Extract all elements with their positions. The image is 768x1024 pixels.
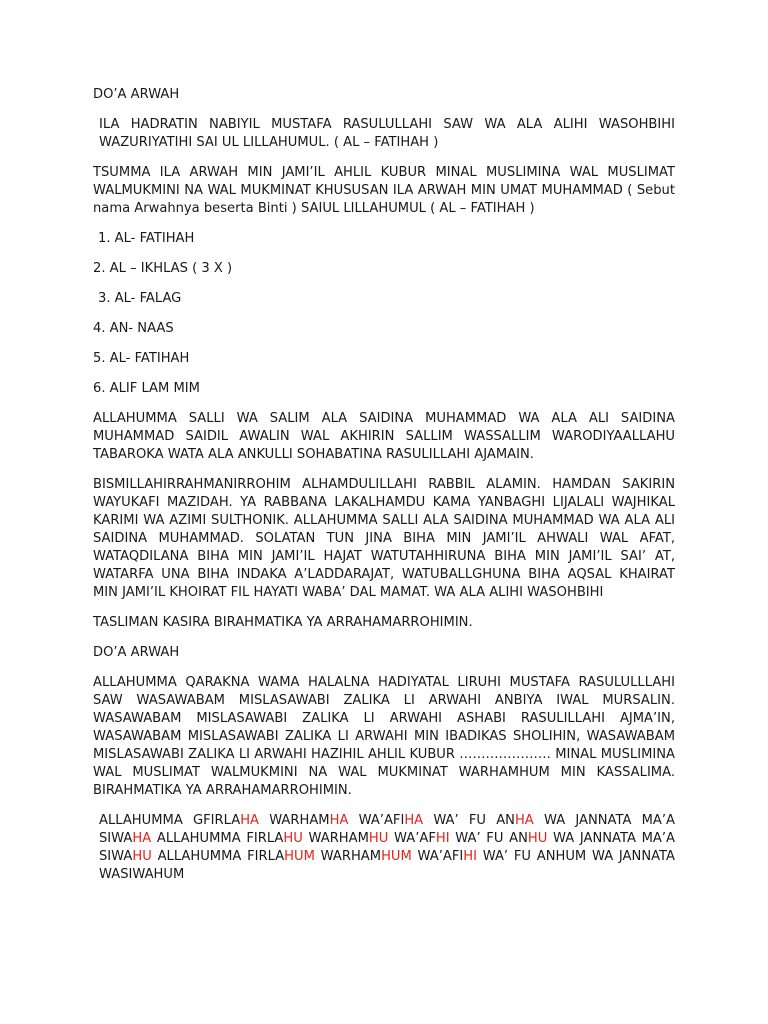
pronoun-highlight: HA [404, 813, 424, 828]
pronoun-highlight: HUM [381, 849, 412, 864]
prayer-text: WARHAM [259, 813, 330, 828]
paragraph-bismillah: BISMILLAHIRRAHMANIRROHIM ALHAMDULILLAHI RABBIL ALAMIN. HAMDAN SAKIRIN WAYUKAFI MAZIDAH. YA RABBANA LAKALHAMDU KAMA YANBAGHI LIJALALI WAJHIKAL KARIMI WA AZIMI SULTHONIK. ALLAHUMMA SALLI ALA SAIDINA MUHAMMAD WA ALA ALI SAIDINA MUHAMMAD. SOLATAN TUN JINA BIHA MIN JAMI’IL AHWALI WAL AFAT, WATAQDILANA BIHA MIN JAMI’IL HAJAT WATUTAHHIRUNA BIHA MIN JAMI’IL SAI’ AT, WATARFA UNA BIHA INDAKA A’LADDARAJAT, WATUBALLGHUNA BIHA AQSAL KHAIRAT MIN JAMI’IL KHOIRAT FIL HAYATI WABA’ DAL MAMAT. WA ALA ALIHI WASOHBIHI [93, 477, 675, 600]
list-item: 4. AN- NAAS [93, 321, 174, 336]
pronoun-highlight: HA [240, 813, 259, 828]
paragraph-sholawat: ALLAHUMMA SALLI WA SALIM ALA SAIDINA MUHAMMAD WA ALA ALI SAIDINA MUHAMMAD SAIDIL AWALIN WAL AKHIRIN SALLIM WASSALLIM WARODIYAALLAHU TABAROKA WATA ALA ANKULLI SOHABATINA RASULILLAHI AJAMAIN. [93, 411, 675, 462]
prayer-text: ALLAHUMMA FIRLA [151, 849, 285, 864]
prayer-text: WARHAM [314, 849, 382, 864]
prayer-text: WA’AF [388, 831, 436, 846]
prayer-text: WA JANNATA MA’A SIWA [99, 831, 675, 864]
pronoun-highlight: HA [514, 813, 534, 828]
prayer-text: WA’AFI [411, 849, 464, 864]
pronoun-highlight: HU [368, 831, 389, 846]
pronoun-highlight: HI [463, 849, 477, 864]
paragraph-hadratin: ILA HADRATIN NABIYIL MUSTAFA RASULULLAHI SAW WA ALA ALIHI WASOHBIHI WAZURIYATIHI SAI UL LILLAHUMUL. ( AL – FATIHAH ) [99, 117, 675, 150]
document-body [93, 86, 675, 884]
paragraph-tsumma: TSUMMA ILA ARWAH MIN JAMI’IL AHLIL KUBUR MINAL MUSLIMINA WAL MUSLIMAT WALMUKMINI NA WAL MUKMINAT KHUSUSAN ILA ARWAH MIN UMAT MUHAMMAD ( Sebut nama Arwahnya beserta Binti ) SAIUL LILLAHUMUL ( AL – FATIHAH ) [93, 165, 675, 216]
list-item: 6. ALIF LAM MIM [93, 381, 200, 396]
prayer-text: ALLAHUMMA GFIRLA [99, 813, 241, 828]
paragraph-qarakna: ALLAHUMMA QARAKNA WAMA HALALNA HADIYATAL LIRUHI MUSTAFA RASULULLLAHI SAW WASAWABAM MISLASAWABI ZALIKA LI ARWAHI ANBIYA IWAL MURSALIN. WASAWABAM MISLASAWABI ZALIKA LI ARWAHI ASHABI RASULILLAHI AJMA’IN, WASAWABAM MISLASAWABI ZALIKA LI ARWAHI MIN IBADIKAS SHOLIHIN, WASAWABAM MISLASAWABI ZALIKA LI ARWAHI HAZIHIL AHLIL KUBUR ………………… MINAL MUSLIMINA WAL MUSLIMAT WALMUKMINI NA WAL MUKMINAT WARHAMHUM MIN KASSALIMA. BIRAHMATIKA YA ARRAHAMARROHIMIN. [93, 675, 675, 798]
prayer-text: WA’ FU ANHUM WA JANNATA WASIWAHUM [99, 849, 675, 882]
prayer-text: WA’ FU AN [423, 813, 515, 828]
prayer-text: WA’AFI [348, 813, 405, 828]
heading-doa-arwah-1: DO’A ARWAH [93, 87, 180, 102]
pronoun-highlight: HI [435, 831, 450, 846]
pronoun-highlight: HU [132, 849, 152, 864]
paragraph-tasliman: TASLIMAN KASIRA BIRAHMATIKA YA ARRAHAMARROHIMIN. [93, 615, 473, 630]
pronoun-highlight: HUM [284, 849, 315, 864]
prayer-text: WARHAM [302, 831, 369, 846]
list-item: 3. AL- FALAG [98, 291, 182, 306]
pronoun-highlight: HU [527, 831, 548, 846]
pronoun-highlight: HA [132, 831, 152, 846]
pronoun-highlight: HU [283, 831, 303, 846]
prayer-text: WA JANNATA MA’A SIWA [99, 813, 675, 846]
list-item: 5. AL- FATIHAH [93, 351, 190, 366]
prayer-text: WA’ FU AN [449, 831, 528, 846]
heading-doa-arwah-2: DO’A ARWAH [93, 645, 180, 660]
list-item: 1. AL- FATIHAH [98, 231, 195, 246]
pronoun-highlight: HA [329, 813, 349, 828]
prayer-text: ALLAHUMMA FIRLA [151, 831, 284, 846]
paragraph-gfirla [93, 812, 675, 884]
list-item: 2. AL – IKHLAS ( 3 X ) [93, 261, 233, 276]
